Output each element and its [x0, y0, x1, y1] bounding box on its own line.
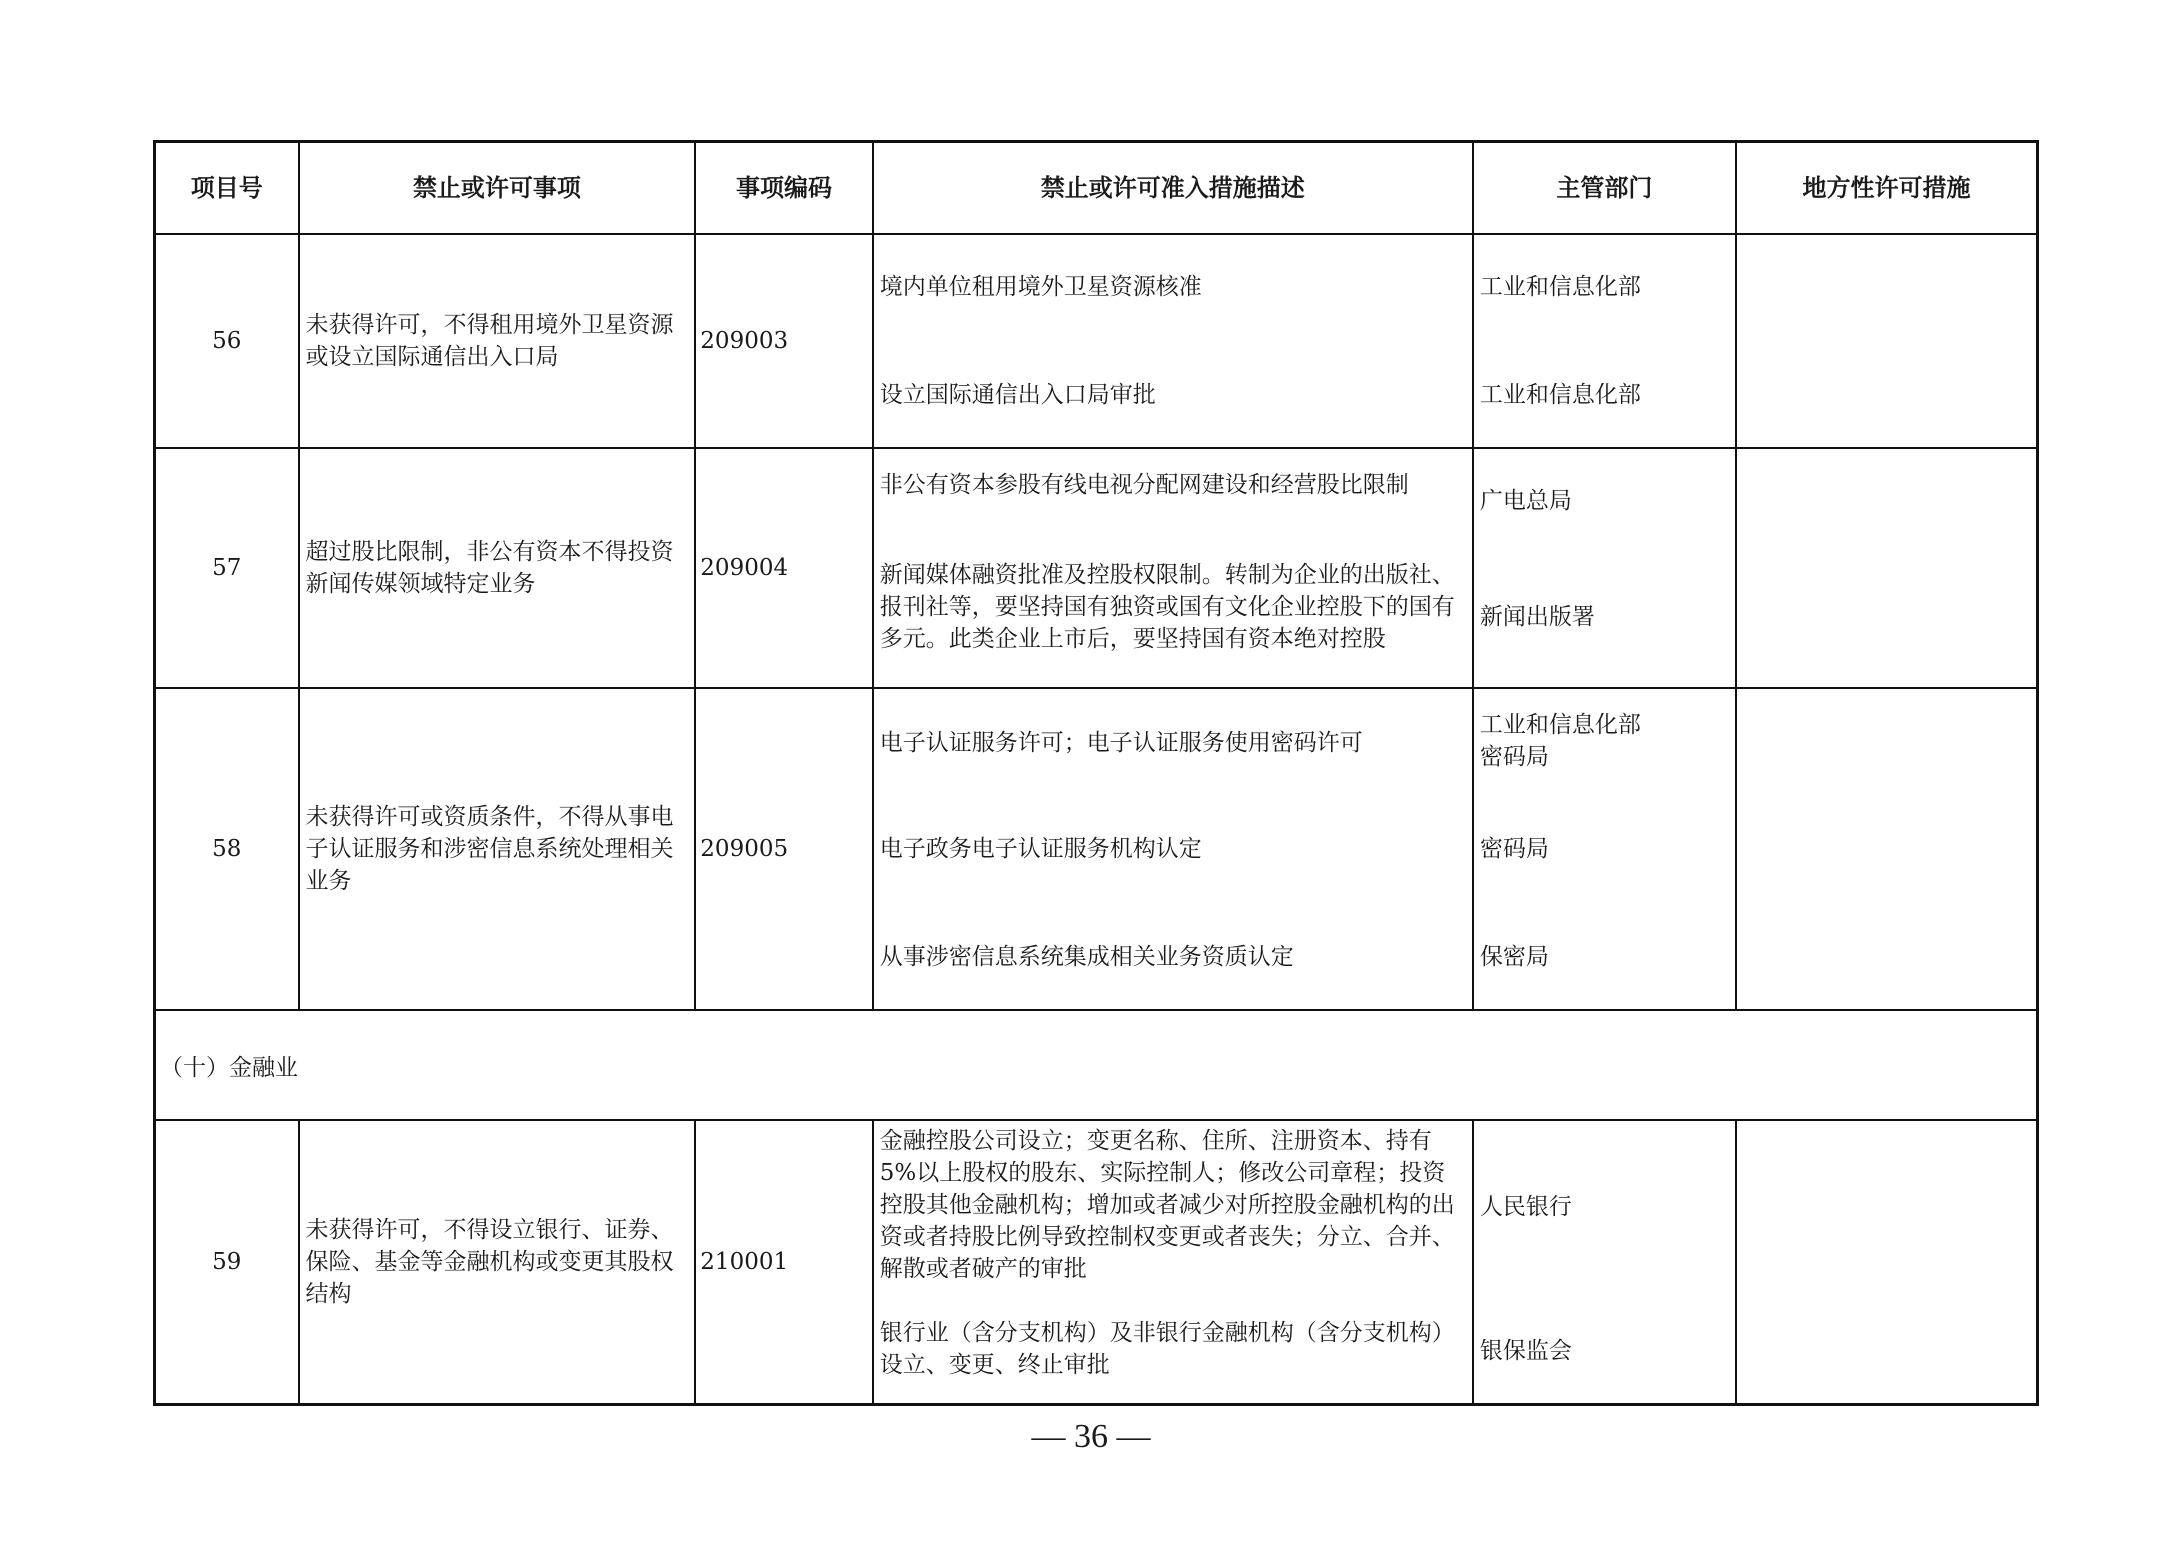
department: 保密局	[1479, 944, 1549, 970]
local-measures-cell	[1737, 235, 2036, 447]
measure-description: 设立国际通信出入口局审批	[879, 382, 1156, 408]
department: 广电总局	[1479, 488, 1572, 514]
header-department: 主管部门	[1474, 143, 1737, 233]
department: 密码局	[1479, 836, 1549, 862]
item-number: 59	[156, 1121, 300, 1403]
item-text: 未获得许可，不得设立银行、证券、保险、基金等金融机构或变更其股权结构	[300, 1121, 697, 1403]
header-code: 事项编码	[696, 143, 873, 233]
item-number: 56	[156, 235, 300, 447]
table-row	[156, 689, 2036, 1011]
description-cell	[874, 1121, 1474, 1403]
item-code: 209003	[696, 235, 873, 447]
department-cell	[1474, 449, 1737, 687]
measure-description: 从事涉密信息系统集成相关业务资质认定	[879, 944, 1294, 970]
table-row	[156, 449, 2036, 689]
department: 人民银行	[1479, 1194, 1572, 1220]
department-cell	[1474, 689, 1737, 1009]
item-text: 未获得许可，不得租用境外卫星资源或设立国际通信出入口局	[300, 235, 697, 447]
table-row	[156, 235, 2036, 449]
section-heading: （十）金融业	[156, 1011, 2036, 1121]
header-item: 禁止或许可事项	[300, 143, 697, 233]
department: 新闻出版署	[1479, 604, 1595, 630]
department: 工业和信息化部 密码局	[1479, 712, 1641, 770]
header-item-number: 项目号	[156, 143, 300, 233]
page-number: — 36 —	[1031, 1418, 1151, 1455]
item-code: 209005	[696, 689, 873, 1009]
item-code: 209004	[696, 449, 873, 687]
header-description: 禁止或许可准入措施描述	[874, 143, 1474, 233]
department: 银保监会	[1479, 1338, 1572, 1364]
measure-description: 电子认证服务许可；电子认证服务使用密码许可	[879, 730, 1363, 756]
item-code: 210001	[696, 1121, 873, 1403]
description-cell	[874, 449, 1474, 687]
measure-description: 非公有资本参股有线电视分配网建设和经营股比限制	[879, 472, 1409, 498]
department-cell	[1474, 235, 1737, 447]
item-number: 57	[156, 449, 300, 687]
description-cell	[874, 235, 1474, 447]
measure-description: 境内单位租用境外卫星资源核准	[879, 274, 1202, 300]
department-cell	[1474, 1121, 1737, 1403]
measure-description: 银行业（含分支机构）及非银行金融机构（含分支机构）设立、变更、终止审批	[879, 1320, 1455, 1378]
local-measures-cell	[1737, 689, 2036, 1009]
department: 工业和信息化部	[1479, 274, 1641, 300]
department: 工业和信息化部	[1479, 382, 1641, 408]
header-local-measures: 地方性许可措施	[1802, 174, 1971, 202]
local-measures-cell	[1737, 449, 2036, 687]
description-cell	[874, 689, 1474, 1009]
local-measures-cell	[1737, 1121, 2036, 1403]
measure-description: 金融控股公司设立；变更名称、住所、注册资本、持有5%以上股权的股东、实际控制人；修改公司章程；投资控股其他金融机构；增加或者减少对所控股金融机构的出资或者持股比例导致控制权变更或者丧失；分立、合并、解散或者破产的审批	[879, 1128, 1455, 1282]
item-number: 58	[156, 689, 300, 1009]
item-text: 超过股比限制，非公有资本不得投资新闻传媒领域特定业务	[300, 449, 697, 687]
table-row	[156, 1121, 2036, 1403]
regulation-table	[153, 140, 2039, 1406]
table-header	[156, 143, 2036, 235]
item-text: 未获得许可或资质条件，不得从事电子认证服务和涉密信息系统处理相关业务	[300, 689, 697, 1009]
measure-description: 电子政务电子认证服务机构认定	[879, 836, 1202, 862]
measure-description: 新闻媒体融资批准及控股权限制。转制为企业的出版社、报刊社等，要坚持国有独资或国有文化企业控股下的国有多元。此类企业上市后，要坚持国有资本绝对控股	[879, 562, 1455, 652]
